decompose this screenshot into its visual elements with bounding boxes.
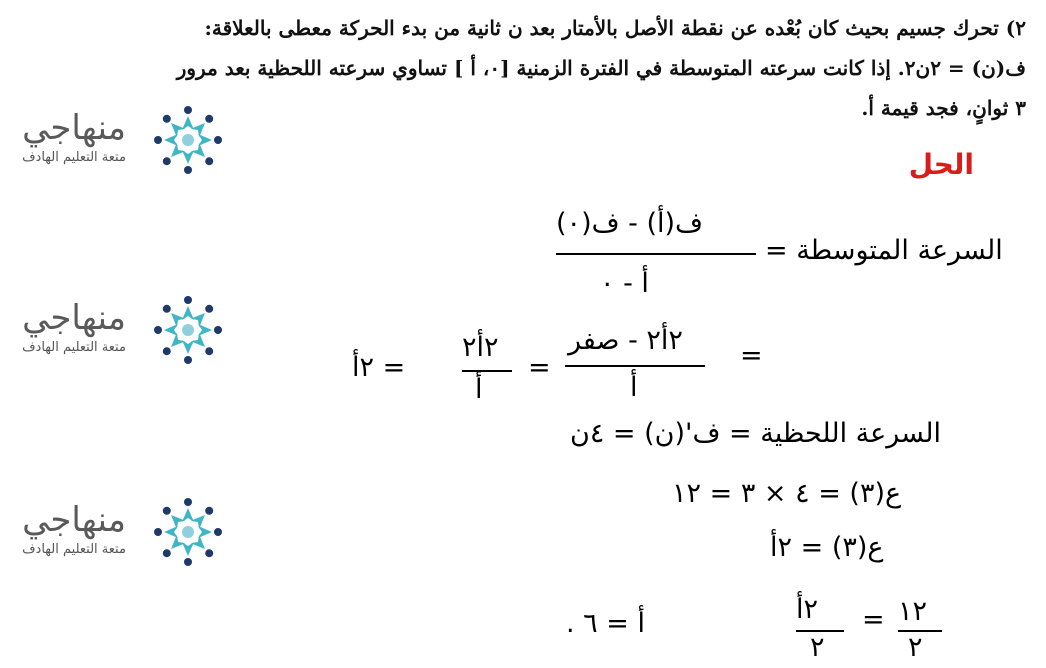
problem-line-2: ف(ن) = ٢ن٢. إذا كانت سرعته المتوسطة في الفترة الزمنية [٠، أ ] تساوي سرعته اللحظية بعد مرور — [176, 56, 1026, 80]
avg-speed-label: السرعة المتوسطة = — [765, 235, 1003, 266]
final-right-numerator: ١٢ — [898, 596, 928, 627]
step2-equals-1: = — [740, 340, 763, 371]
avg-speed-denominator: أ - ٠ — [600, 268, 649, 299]
final-result: أ = ٦ . — [566, 608, 645, 639]
problem-line-1: ٢) تحرك جسيم بحيث كان بُعْده عن نقطة الأصل بالأمتار بعد ن ثانية من بدء الحركة معطى بالعلاقة: — [204, 16, 1026, 40]
logo-mark-icon — [148, 290, 228, 370]
speed-at-3: ع(٣) = ٤ × ٣ = ١٢ — [672, 478, 902, 509]
avg-speed-numerator: ف(أ) - ف(٠) — [556, 208, 704, 239]
logo-tagline: متعة التعليم الهادف — [22, 542, 126, 557]
step2-numerator: ٢أ٢ - صفر — [568, 325, 683, 356]
step2-frac2-denominator: أ — [475, 374, 483, 405]
step2-frac2-bar — [462, 370, 512, 372]
final-left-denominator: ٢ — [810, 632, 825, 663]
step2-result: = ٢أ — [352, 352, 406, 383]
logo-mark-icon — [148, 492, 228, 572]
logo-watermark-2 — [8, 290, 233, 376]
logo-tagline: متعة التعليم الهادف — [22, 340, 126, 355]
logo-watermark-3 — [8, 492, 233, 578]
logo-name: منهاجي — [22, 298, 126, 338]
logo-tagline: متعة التعليم الهادف — [22, 150, 126, 165]
final-right-denominator: ٢ — [908, 632, 923, 663]
step2-denominator: أ — [630, 372, 638, 403]
solution-heading: الحل — [908, 148, 974, 181]
speed-at-3-equation: ع(٣) = ٢أ — [770, 532, 884, 563]
logo-watermark-1 — [8, 100, 233, 186]
avg-speed-fraction-bar — [556, 253, 756, 255]
step2-fraction-bar — [565, 365, 705, 367]
logo-name: منهاجي — [22, 108, 126, 148]
final-equals: = — [862, 604, 885, 635]
problem-line-3: ٣ ثوانٍ، فجد قيمة أ. — [861, 96, 1026, 120]
step2-frac2-numerator: ٢أ٢ — [462, 332, 499, 363]
instantaneous-speed: السرعة اللحظية = ف'(ن) = ٤ن — [570, 418, 941, 449]
logo-mark-icon — [148, 100, 228, 180]
final-left-numerator: ٢أ — [796, 594, 819, 625]
step2-equals-2: = — [528, 352, 551, 383]
logo-name: منهاجي — [22, 500, 126, 540]
